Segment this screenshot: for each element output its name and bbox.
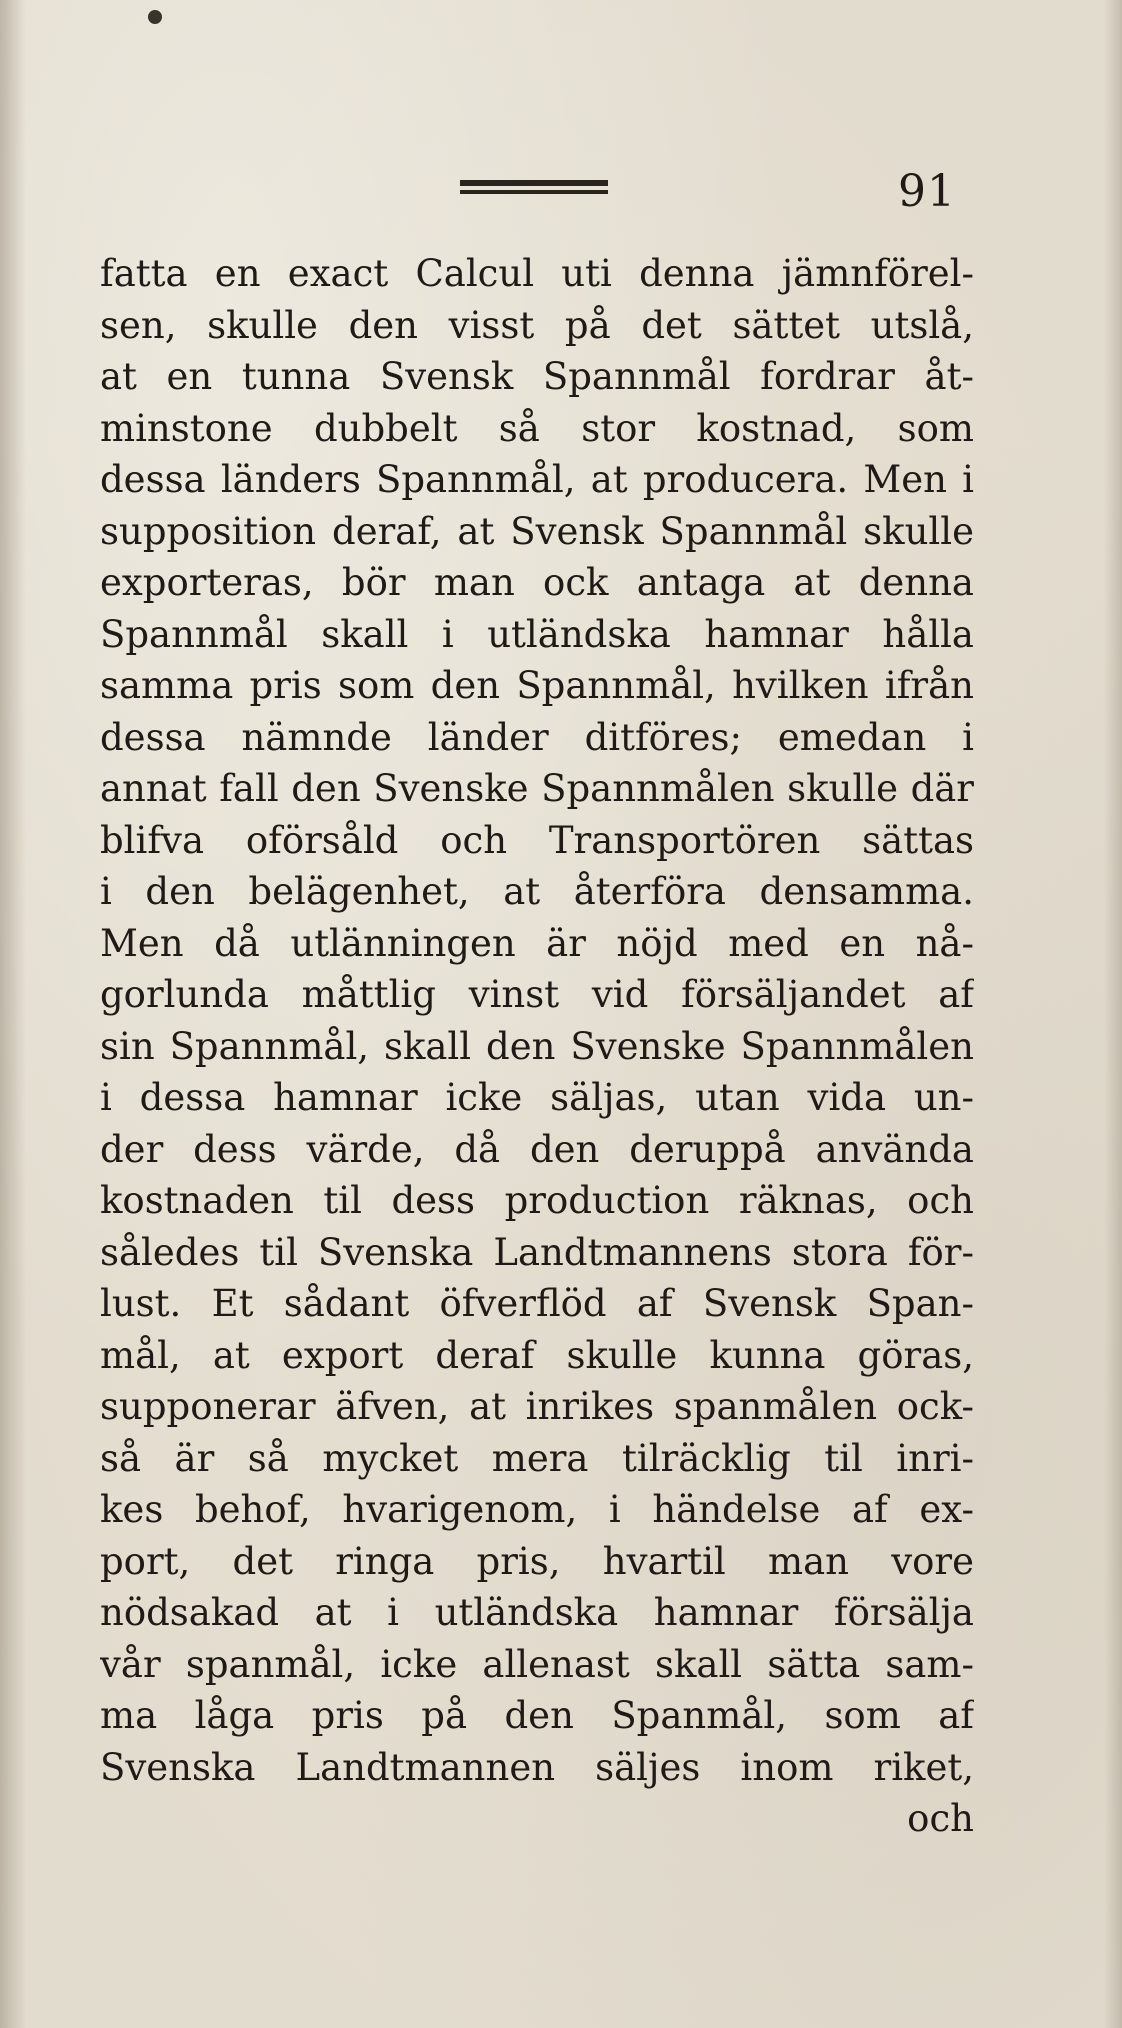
- text-line: Men då utlänningen är nöjd med en nå-: [100, 921, 974, 965]
- text-line: nödsakad at i utländska hamnar försälja: [100, 1591, 974, 1634]
- text-line: supponerar äfven, at inrikes spanmålen ock-: [100, 1385, 974, 1428]
- page-number: 91: [898, 166, 956, 217]
- text-line: fatta en exact Calcul uti denna jämnförel-: [100, 252, 974, 295]
- text-line: sen, skulle den visst på det sättet utslå,: [100, 303, 974, 347]
- catchword: och: [907, 1797, 974, 1840]
- text-line: kostnaden til dess production räknas, och: [100, 1179, 974, 1222]
- text-line: ma låga pris på den Spanmål, som af: [100, 1694, 974, 1737]
- text-line: Spannmål skall i utländska hamnar hålla: [100, 612, 974, 656]
- text-line: dessa nämnde länder ditföres; emedan i: [100, 715, 974, 759]
- text-line: blifva oförsåld och Transportören sättas: [100, 818, 974, 862]
- text-line: mål, at export deraf skulle kunna göras,: [100, 1333, 974, 1377]
- text-line: vår spanmål, icke allenast skall sätta sam-: [100, 1642, 974, 1686]
- text-line: Svenska Landtmannen säljes inom riket,: [100, 1745, 974, 1789]
- text-line: kes behof, hvarigenom, i händelse af ex-: [100, 1488, 974, 1531]
- text-line: supposition deraf, at Svensk Spannmål skulle: [100, 509, 974, 553]
- text-line: i dessa hamnar icke säljas, utan vida un-: [100, 1076, 974, 1119]
- text-line: der dess värde, då den deruppå använda: [100, 1127, 974, 1171]
- text-line: exporteras, bör man ock antaga at denna: [100, 561, 974, 604]
- text-line: at en tunna Svensk Spannmål fordrar åt-: [100, 355, 974, 398]
- text-line: annat fall den Svenske Spannmålen skulle där: [100, 767, 974, 810]
- text-line: så är så mycket mera tilräcklig til inri-: [100, 1436, 974, 1480]
- text-line: i den belägenhet, at återföra densamma.: [100, 870, 974, 913]
- page-edge-shadow-left: [0, 0, 26, 2028]
- text-line: minstone dubbelt så stor kostnad, som: [100, 406, 974, 450]
- body-text: [100, 248, 974, 1845]
- text-line: dessa länders Spannmål, at producera. Men i: [100, 458, 974, 501]
- text-line: sin Spannmål, skall den Svenske Spannmålen: [100, 1024, 974, 1068]
- page-edge-shadow-right: [1104, 0, 1122, 2028]
- header-rule: [460, 180, 608, 196]
- text-line: port, det ringa pris, hvartil man vore: [100, 1539, 974, 1583]
- text-line: gorlunda måttlig vinst vid försäljandet af: [100, 973, 974, 1016]
- text-line: således til Svenska Landtmannens stora för-: [100, 1230, 974, 1274]
- ink-spot: [148, 10, 162, 24]
- text-line: samma pris som den Spannmål, hvilken ifrån: [100, 664, 974, 707]
- text-line: lust. Et sådant öfverflöd af Svensk Span-: [100, 1282, 974, 1325]
